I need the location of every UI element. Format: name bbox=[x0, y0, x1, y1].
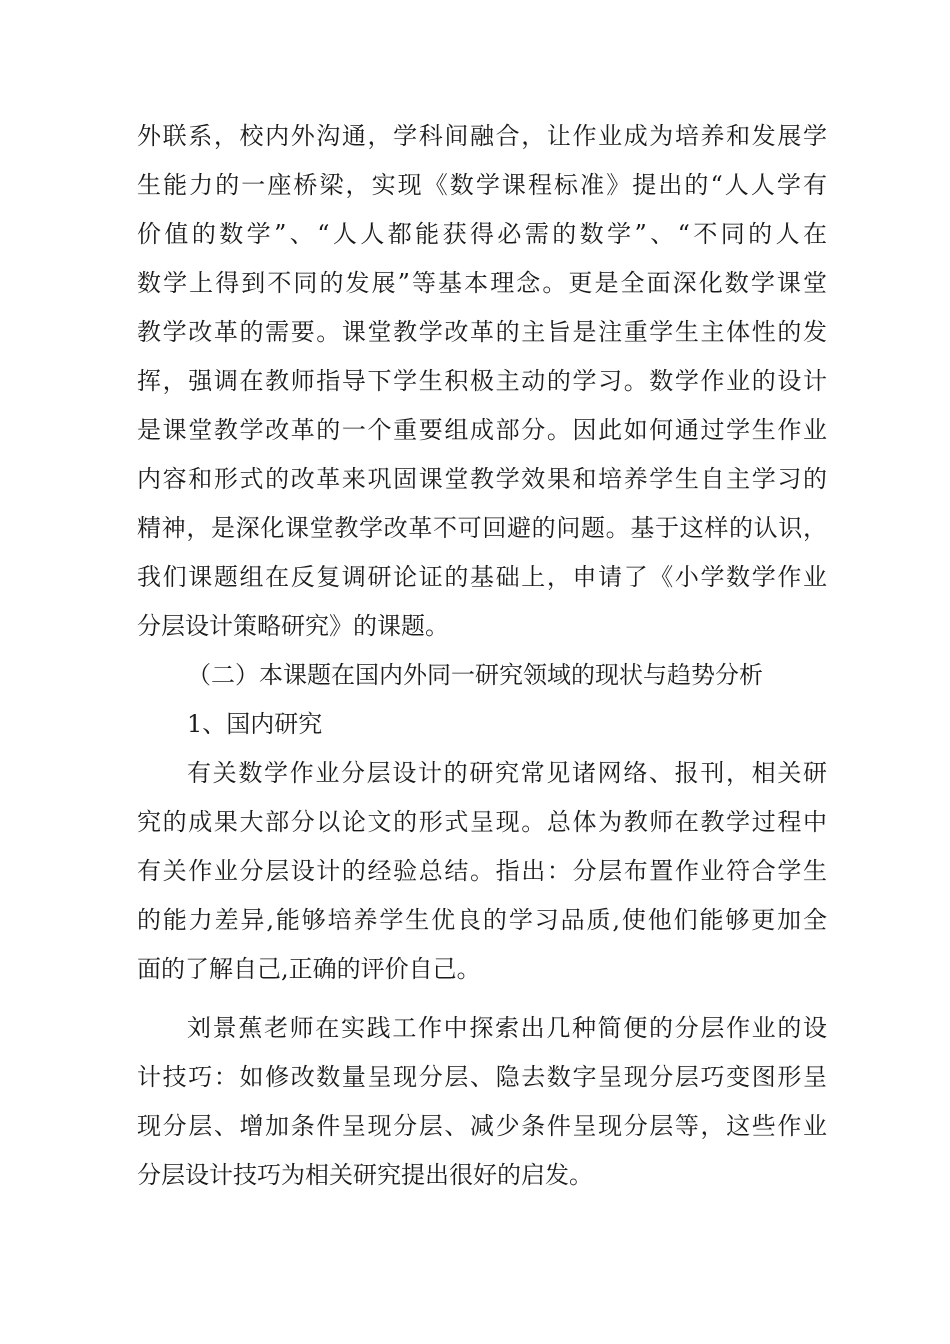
text-line: 现分层、增加条件呈现分层、减少条件呈现分层等，这些作业 bbox=[137, 1112, 827, 1140]
text-line: 挥，强调在教师指导下学生积极主动的学习。数学作业的设计 bbox=[137, 367, 827, 395]
text-line: 有关数学作业分层设计的研究常见诸网络、报刊，相关研 bbox=[187, 759, 827, 787]
paragraph-1 bbox=[137, 112, 827, 651]
text-line: 有关作业分层设计的经验总结。指出：分层布置作业符合学生 bbox=[137, 857, 827, 885]
text-line: 外联系，校内外沟通，学科间融合，让作业成为培养和发展学 bbox=[137, 122, 827, 150]
text-line: 分层设计技巧为相关研究提出很好的启发。 bbox=[137, 1161, 593, 1189]
text-line: 是课堂教学改革的一个重要组成部分。因此如何通过学生作业 bbox=[137, 416, 827, 444]
text-line: 的能力差异,能够培养学生优良的学习品质,使他们能够更加全 bbox=[137, 906, 827, 934]
paragraph-3 bbox=[137, 1004, 827, 1200]
text-line: 刘景蕉老师在实践工作中探索出几种简便的分层作业的设 bbox=[187, 1014, 827, 1042]
text-line: 内容和形式的改革来巩固课堂教学效果和培养学生自主学习的 bbox=[137, 465, 827, 493]
text-line: 我们课题组在反复调研论证的基础上，申请了《小学数学作业 bbox=[137, 563, 827, 591]
text-line: 价值的数学”、“人人都能获得必需的数学”、“不同的人在 bbox=[137, 220, 827, 248]
section-heading: （二）本课题在国内外同一研究领域的现状与趋势分析 bbox=[187, 661, 763, 689]
text-line: 教学改革的需要。课堂教学改革的主旨是注重学生主体性的发 bbox=[137, 318, 827, 346]
text-line: 精神，是深化课堂教学改革不可回避的问题。基于这样的认识， bbox=[137, 514, 827, 542]
paragraph-2 bbox=[137, 749, 827, 994]
text-line: 面的了解自己,正确的评价自己。 bbox=[137, 955, 481, 983]
text-line: 数学上得到不同的发展”等基本理念。更是全面深化数学课堂 bbox=[137, 269, 827, 297]
text-line: 究的成果大部分以论文的形式呈现。总体为教师在教学过程中 bbox=[137, 808, 827, 836]
subsection-heading: 1、国内研究 bbox=[187, 710, 323, 738]
text-line: 计技巧：如修改数量呈现分层、隐去数字呈现分层巧变图形呈 bbox=[137, 1063, 827, 1091]
document-body bbox=[137, 112, 827, 1200]
text-line: 生能力的一座桥梁，实现《数学课程标准》提出的“人人学有 bbox=[137, 171, 827, 199]
text-line: 分层设计策略研究》的课题。 bbox=[137, 612, 449, 640]
